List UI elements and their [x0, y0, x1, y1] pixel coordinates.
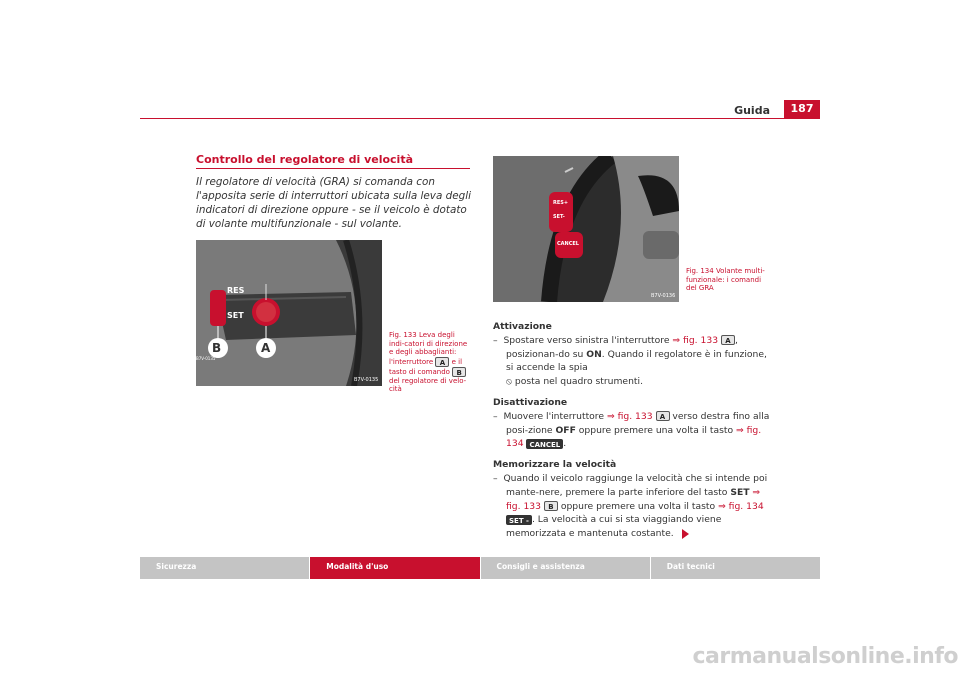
watermark-text: carmanualsonline.info: [692, 644, 958, 669]
key-b: B: [544, 501, 558, 511]
caption-key-a: A: [435, 357, 449, 367]
heading-disattivazione: Disattivazione: [493, 396, 568, 408]
fig-ref-link[interactable]: ⇒ fig. 134: [506, 424, 762, 450]
heading-attivazione: Attivazione: [493, 321, 552, 332]
cruise-control-lamp-icon: ⦸: [506, 376, 512, 388]
step-disattivazione: – Muovere l'interruttore ⇒ fig. 133 A verso destra fino alla posi-zione OFF oppure premere una volta il tasto ⇒ fig. 134 CANCEL .: [493, 410, 770, 450]
figure-133-lever-photo: [196, 240, 382, 386]
instructions-body: [493, 320, 773, 541]
fig133-code-label: B7V-0135: [354, 377, 379, 383]
heading-memorizzare: Memorizzare la velocità: [493, 459, 617, 471]
fig133-callout-a: A: [261, 341, 271, 355]
wheel-res-button: RES+: [553, 200, 569, 206]
tab-sicurezza[interactable]: Sicurezza: [140, 557, 310, 579]
figure-134-caption: Fig. 134 Volante multi-funzionale: i comandi del GRA: [686, 267, 765, 292]
key-set: SET -: [506, 515, 532, 525]
wheel-set-button: SET-: [553, 214, 565, 220]
step-memorizzare: – Quando il veicolo raggiunge la velocità che si intende poi mante-nere, premere la parte inferiore del tasto SET ⇒ fig. 133 B oppure premere una volta il tasto ⇒ fig. 134 SET - . La velocità a cui si sta viaggiando viene memorizzata e mantenuta costante.: [493, 472, 768, 540]
key-a: A: [721, 335, 735, 345]
running-header: Guida: [734, 104, 770, 117]
wheel-cancel-button: CANCEL: [557, 241, 579, 247]
figure-133-caption: Fig. 133 Leva degli indi-catori di direzione e degli abbaglianti: l'interruttore A e il tasto di comando B del regolatore di velo-cità: [389, 331, 468, 393]
caption-key-b: B: [452, 367, 466, 377]
page-number: 187: [784, 100, 820, 118]
figure-134-steering-wheel-photo: [493, 156, 679, 302]
tab-consigli-assistenza[interactable]: Consigli e assistenza: [481, 557, 651, 579]
tab-modalita-duso[interactable]: Modalità d'uso: [310, 557, 480, 579]
fig133-callout-b: B: [212, 341, 222, 355]
steering-wheel-illustration: [493, 156, 679, 302]
section-rule: [196, 168, 470, 169]
step-attivazione: – Spostare verso sinistra l'interruttore ⇒ fig. 133 A , posizionan-do su ON. Quando il regolatore è in funzione, si accende la spia ⦸ posta nel quadro strumenti.: [493, 334, 767, 388]
intro-text: Il regolatore di velocità (GRA) si comanda con l'apposita serie di interruttori ubicata sulla leva degli indicatori di direzione oppure - se il veicolo è dotato di volante multifunzionale - sul volante.: [196, 176, 471, 230]
section-title: Controllo del regolatore di velocità: [196, 153, 414, 166]
continue-arrow-icon: [682, 529, 689, 539]
fig-ref-link[interactable]: ⇒ fig. 134: [718, 500, 764, 512]
tab-dati-tecnici[interactable]: Dati tecnici: [651, 557, 820, 579]
fig-ref-link[interactable]: ⇒ fig. 133: [606, 410, 653, 422]
header-rule: [140, 118, 820, 119]
fig134-code-label: B7V-0136: [651, 293, 676, 299]
footer-tabs: [140, 557, 820, 579]
lever-illustration: [196, 240, 382, 386]
lever-set-label: SET: [227, 311, 244, 320]
fig-ref-link[interactable]: ⇒ fig. 133: [506, 486, 761, 512]
key-a: A: [656, 411, 670, 421]
fig-ref-link[interactable]: ⇒ fig. 133: [672, 334, 719, 346]
fig133-code: B7V-0135: [196, 356, 216, 361]
key-cancel: CANCEL: [526, 439, 563, 449]
lever-res-label: RES: [227, 286, 245, 295]
